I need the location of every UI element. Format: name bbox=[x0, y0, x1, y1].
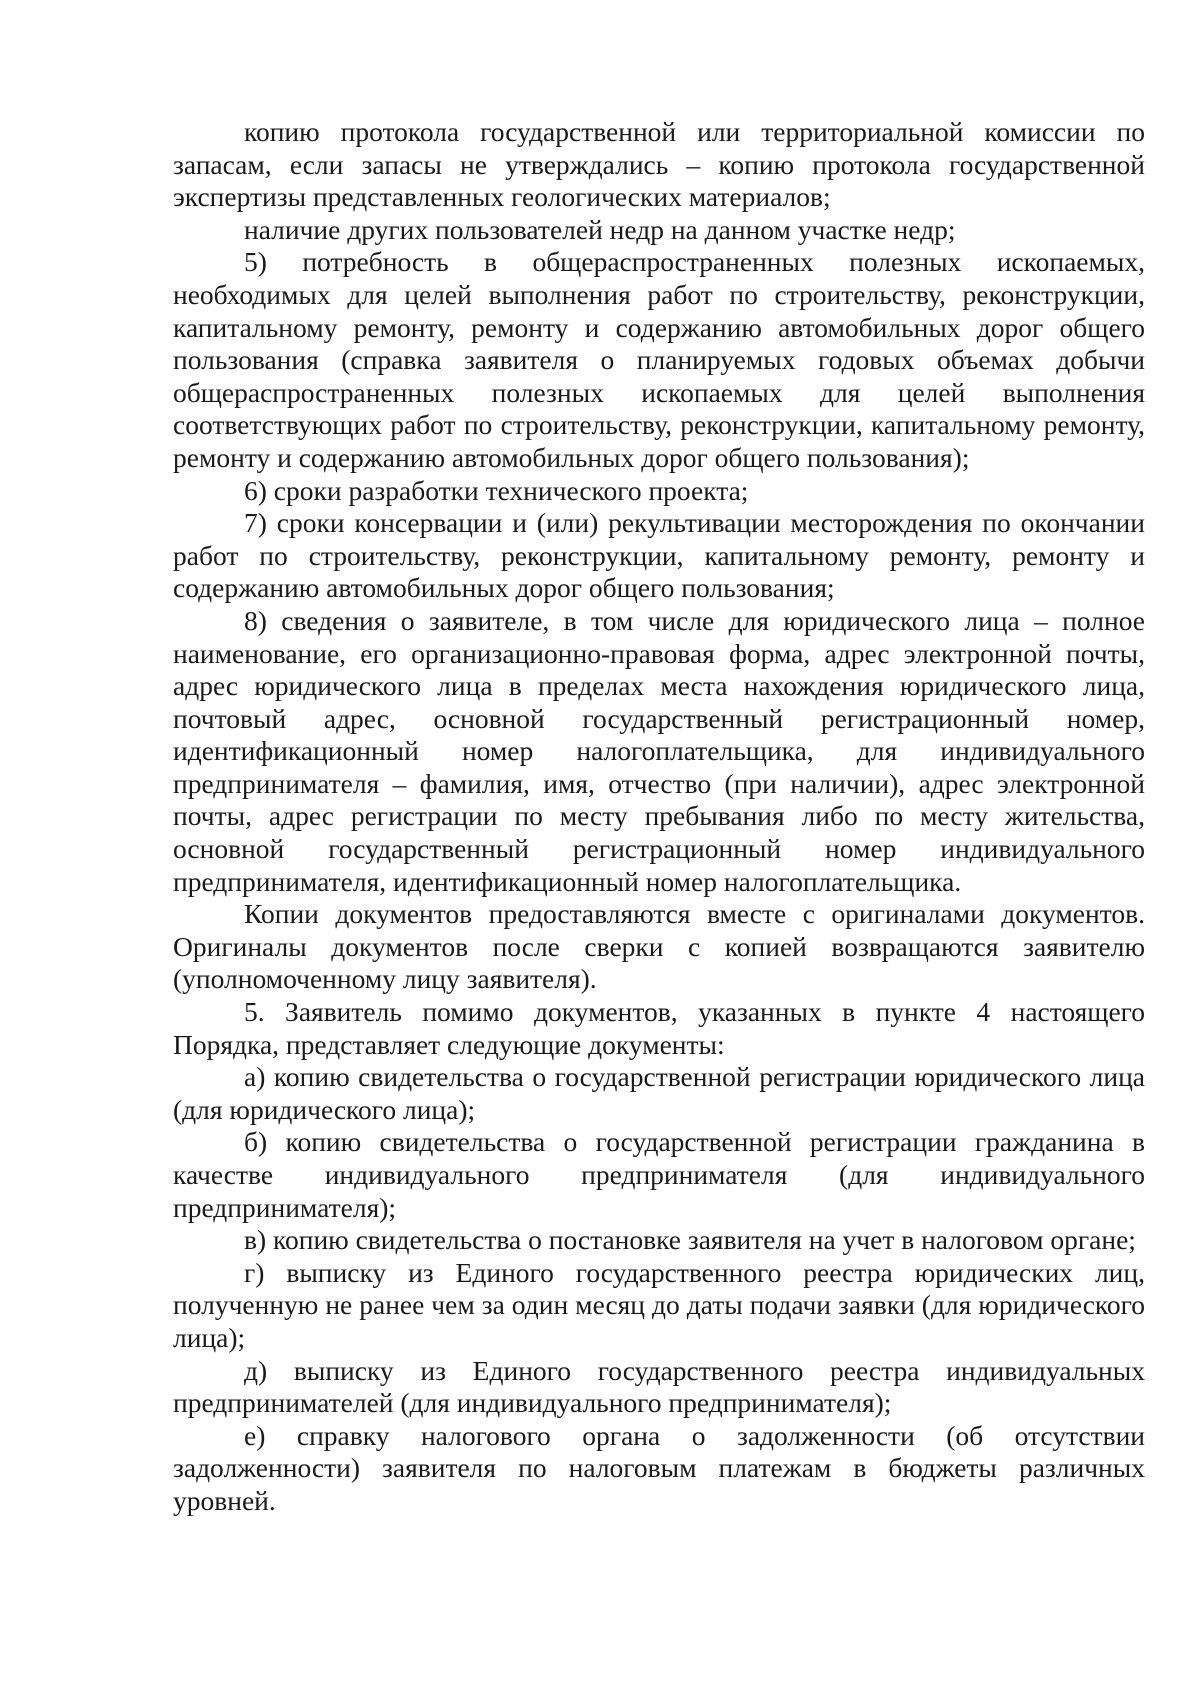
paragraph-subitem-e: е) справку налогового органа о задолженности (об отсутствии задолженности) заявителя по налоговым платежам в бюджеты различных уровней. bbox=[173, 1419, 1145, 1516]
paragraph-section-5: 5. Заявитель помимо документов, указанных в пункте 4 настоящего Порядка, представляет следующие документы: bbox=[173, 996, 1145, 1060]
paragraph-reserves-protocol: копию протокола государственной или территориальной комиссии по запасам, если запасы не утверждались – копию протокола государственной экспертизы представленных геологических материалов; bbox=[173, 116, 1145, 213]
paragraph-item-5-demand: 5) потребность в общераспространенных полезных ископаемых, необходимых для целей выполнения работ по строительству, реконструкции, капитальному ремонту, ремонту и содержанию автомобильных дорог общего пользования (справка заявителя о планируемых годовых объемах добычи общераспространенных полезных ископаемых для целей выполнения соответствующих работ по строительству, реконструкции, капитальному ремонту, ремонту и содержанию автомобильных дорог общего пользования); bbox=[173, 246, 1145, 473]
paragraph-item-7-conservation: 7) сроки консервации и (или) рекультивации месторождения по окончании работ по строительству, реконструкции, капитальному ремонту, ремонту и содержанию автомобильных дорог общего пользования; bbox=[173, 507, 1145, 604]
paragraph-subitem-a: а) копию свидетельства о государственной регистрации юридического лица (для юридического лица); bbox=[173, 1061, 1145, 1125]
paragraph-subitem-b: б) копию свидетельства о государственной регистрации гражданина в качестве индивидуального предпринимателя (для индивидуального предпринимателя); bbox=[173, 1126, 1145, 1223]
document-body bbox=[173, 116, 1145, 1518]
paragraph-copies-originals: Копии документов предоставляются вместе с оригиналами документов. Оригиналы документов после сверки с копией возвращаются заявителю (уполномоченному лицу заявителя). bbox=[173, 898, 1145, 995]
paragraph-other-subsoil-users: наличие других пользователей недр на данном участке недр; bbox=[244, 213, 956, 245]
paragraph-subitem-v: в) копию свидетельства о постановке заявителя на учет в налоговом органе; bbox=[244, 1224, 1136, 1256]
paragraph-subitem-g: г) выписку из Единого государственного реестра юридических лиц, полученную не ранее чем за один месяц до даты подачи заявки (для юридического лица); bbox=[173, 1256, 1145, 1353]
paragraph-subitem-d: д) выписку из Единого государственного реестра индивидуальных предпринимателей (для индивидуального предпринимателя); bbox=[173, 1354, 1145, 1419]
paragraph-item-8-applicant-info: 8) сведения о заявителе, в том числе для юридического лица – полное наименование, его организационно-правовая форма, адрес электронной почты, адрес юридического лица в пределах места нахождения юридического лица, почтовый адрес, основной государственный регистрационный номер, идентификационный номер налогоплательщика, для индивидуального предпринимателя – фамилия, имя, отчество (при наличии), адрес электронной почты, адрес регистрации по месту пребывания либо по месту жительства, основной государственный регистрационный номер индивидуального предпринимателя, идентификационный номер налогоплательщика. bbox=[173, 604, 1145, 897]
paragraph-item-6-terms: 6) сроки разработки технического проекта; bbox=[244, 474, 749, 506]
